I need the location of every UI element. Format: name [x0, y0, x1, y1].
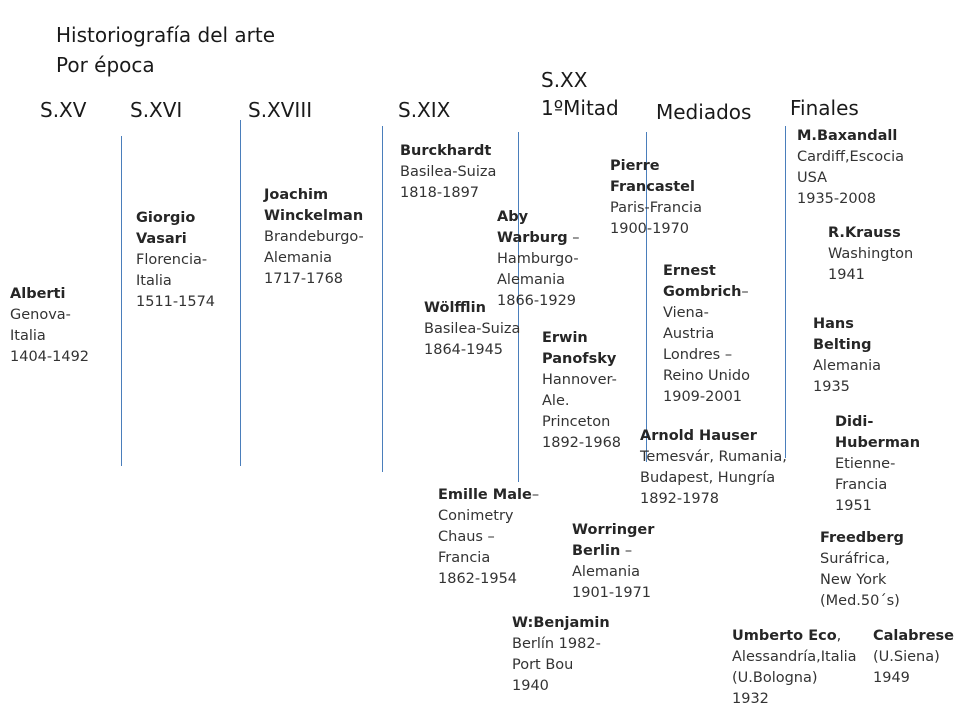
entry-hauser	[640, 426, 787, 510]
entry-detail: 1940	[512, 678, 549, 694]
period-finales: Finales	[790, 96, 859, 120]
diagram-title	[56, 20, 275, 80]
timeline-divider-finales	[785, 126, 786, 458]
period-s-xx	[541, 66, 619, 122]
historian-name: Freedberg	[820, 530, 904, 546]
title-line-2: Por época	[56, 53, 155, 77]
entry-detail: Berlín 1982-	[512, 636, 601, 652]
name-suffix: ,	[836, 628, 842, 644]
entry-worringer	[572, 520, 654, 604]
entry-panofsky	[542, 328, 621, 454]
entry-detail: 1404-1492	[10, 349, 90, 365]
entry-detail: 1935-2008	[797, 191, 877, 207]
entry-detail: Cardiff,Escocia	[797, 149, 904, 165]
period-s-xviii: S.XVIII	[248, 98, 313, 122]
historian-name: Gombrich	[663, 284, 742, 300]
historian-name: W:Benjamin	[512, 615, 610, 631]
historian-name: Vasari	[136, 231, 187, 247]
historian-name: Winckelman	[264, 208, 364, 224]
historian-name: Didi-	[835, 414, 874, 430]
entry-belting	[813, 314, 881, 398]
historian-name: Ernest	[663, 263, 716, 279]
entry-francastel	[610, 156, 702, 240]
period-mediados: Mediados	[656, 100, 752, 124]
name-suffix: –	[741, 284, 749, 300]
entry-male	[438, 485, 539, 590]
entry-detail: 1935	[813, 379, 850, 395]
entry-detail: Londres –	[663, 347, 733, 363]
entry-detail: 1862-1954	[438, 571, 518, 587]
entry-krauss	[828, 223, 913, 286]
period-s-xv: S.XV	[40, 98, 87, 122]
entry-detail: 1892-1978	[640, 491, 720, 507]
historian-name: Worringer	[572, 522, 655, 538]
historian-name: Joachim	[264, 187, 329, 203]
entry-detail: Temesvár, Rumania,	[640, 449, 787, 465]
entry-detail: Alemania	[264, 250, 332, 266]
historian-name: Pierre	[610, 158, 660, 174]
entry-detail: Alemania	[813, 358, 881, 374]
entry-detail: Port Bou	[512, 657, 574, 673]
historian-name: Berlin	[572, 543, 621, 559]
historian-name: Panofsky	[542, 351, 617, 367]
historian-name: R.Krauss	[828, 225, 901, 241]
entry-detail: Ale.	[542, 393, 570, 409]
entry-burckhardt	[400, 141, 496, 204]
entry-vasari	[136, 208, 215, 313]
historian-name: Huberman	[835, 435, 921, 451]
entry-huberman	[835, 412, 920, 517]
historian-name: Hans	[813, 316, 854, 332]
entry-detail: Budapest, Hungría	[640, 470, 776, 486]
entry-freedberg	[820, 528, 904, 612]
historian-name: Umberto Eco	[732, 628, 837, 644]
title-line-1: Historiografía del arte	[56, 23, 276, 47]
entry-detail: Italia	[10, 328, 46, 344]
name-suffix: –	[620, 543, 633, 559]
timeline-divider-xviii	[240, 120, 241, 466]
entry-detail: Paris-Francia	[610, 200, 702, 216]
period-s-xix: S.XIX	[398, 98, 451, 122]
entry-detail: Austria	[663, 326, 715, 342]
entry-detail: 1818-1897	[400, 185, 480, 201]
entry-detail: 1901-1971	[572, 585, 652, 601]
entry-detail: 1511-1574	[136, 294, 216, 310]
entry-detail: Hannover-	[542, 372, 617, 388]
entry-detail: 1941	[828, 267, 865, 283]
entry-detail: Alemania	[572, 564, 640, 580]
timeline-divider-xix	[382, 126, 383, 472]
entry-detail: Conimetry	[438, 508, 514, 524]
entry-detail: Basilea-Suiza	[424, 321, 521, 337]
historian-name: Giorgio	[136, 210, 196, 226]
period-s-xx-line-2: 1ºMitad	[541, 96, 619, 120]
entry-detail: (Med.50´s)	[820, 593, 900, 609]
entry-detail: New York	[820, 572, 887, 588]
entry-gombrich	[663, 261, 750, 408]
entry-alberti	[10, 284, 89, 368]
entry-detail: Basilea-Suiza	[400, 164, 497, 180]
entry-detail: 1892-1968	[542, 435, 622, 451]
entry-detail: (U.Siena)	[873, 649, 940, 665]
entry-detail: Suráfrica,	[820, 551, 890, 567]
entry-detail: 1949	[873, 670, 910, 686]
timeline-divider-xvi	[121, 136, 122, 466]
historian-name: Francastel	[610, 179, 695, 195]
historian-name: Emille Male	[438, 487, 532, 503]
entry-detail: USA	[797, 170, 828, 186]
entry-detail: 1866-1929	[497, 293, 577, 309]
entry-detail: Francia	[438, 550, 491, 566]
historian-name: M.Baxandall	[797, 128, 898, 144]
entry-detail: Brandeburgo-	[264, 229, 364, 245]
entry-winckelman	[264, 185, 364, 290]
entry-detail: Hamburgo-	[497, 251, 579, 267]
entry-benjamin	[512, 613, 610, 697]
historian-name: Alberti	[10, 286, 66, 302]
entry-warburg	[497, 207, 580, 312]
entry-detail: 1717-1768	[264, 271, 344, 287]
entry-detail: (U.Bologna)	[732, 670, 818, 686]
entry-detail: Alemania	[497, 272, 565, 288]
entry-detail: 1951	[835, 498, 872, 514]
entry-calabrese	[873, 626, 954, 689]
entry-eco	[732, 626, 857, 710]
period-s-xvi: S.XVI	[130, 98, 183, 122]
entry-detail: Florencia-	[136, 252, 208, 268]
entry-baxandall	[797, 126, 904, 210]
entry-detail: 1900-1970	[610, 221, 690, 237]
historian-name: Erwin	[542, 330, 588, 346]
historian-name: Calabrese	[873, 628, 955, 644]
entry-detail: 1932	[732, 691, 769, 707]
entry-detail: Viena-	[663, 305, 709, 321]
entry-detail: Washington	[828, 246, 914, 262]
historian-name: Belting	[813, 337, 872, 353]
entry-detail: Chaus –	[438, 529, 495, 545]
historian-name: Burckhardt	[400, 143, 492, 159]
entry-detail: Etienne-	[835, 456, 896, 472]
entry-detail: Italia	[136, 273, 172, 289]
name-suffix: –	[531, 487, 540, 503]
historian-name: Aby	[497, 209, 529, 225]
period-s-xx-line-1: S.XX	[541, 68, 588, 92]
entry-detail: Princeton	[542, 414, 611, 430]
historian-name: Arnold Hauser	[640, 428, 757, 444]
entry-detail: Alessandría,Italia	[732, 649, 857, 665]
entry-detail: Genova-	[10, 307, 71, 323]
name-suffix: –	[567, 230, 580, 246]
entry-detail: 1909-2001	[663, 389, 743, 405]
entry-detail: Reino Unido	[663, 368, 750, 384]
historian-name: Wölfflin	[424, 300, 486, 316]
entry-detail: Francia	[835, 477, 888, 493]
historian-name: Warburg	[497, 230, 568, 246]
entry-detail: 1864-1945	[424, 342, 504, 358]
